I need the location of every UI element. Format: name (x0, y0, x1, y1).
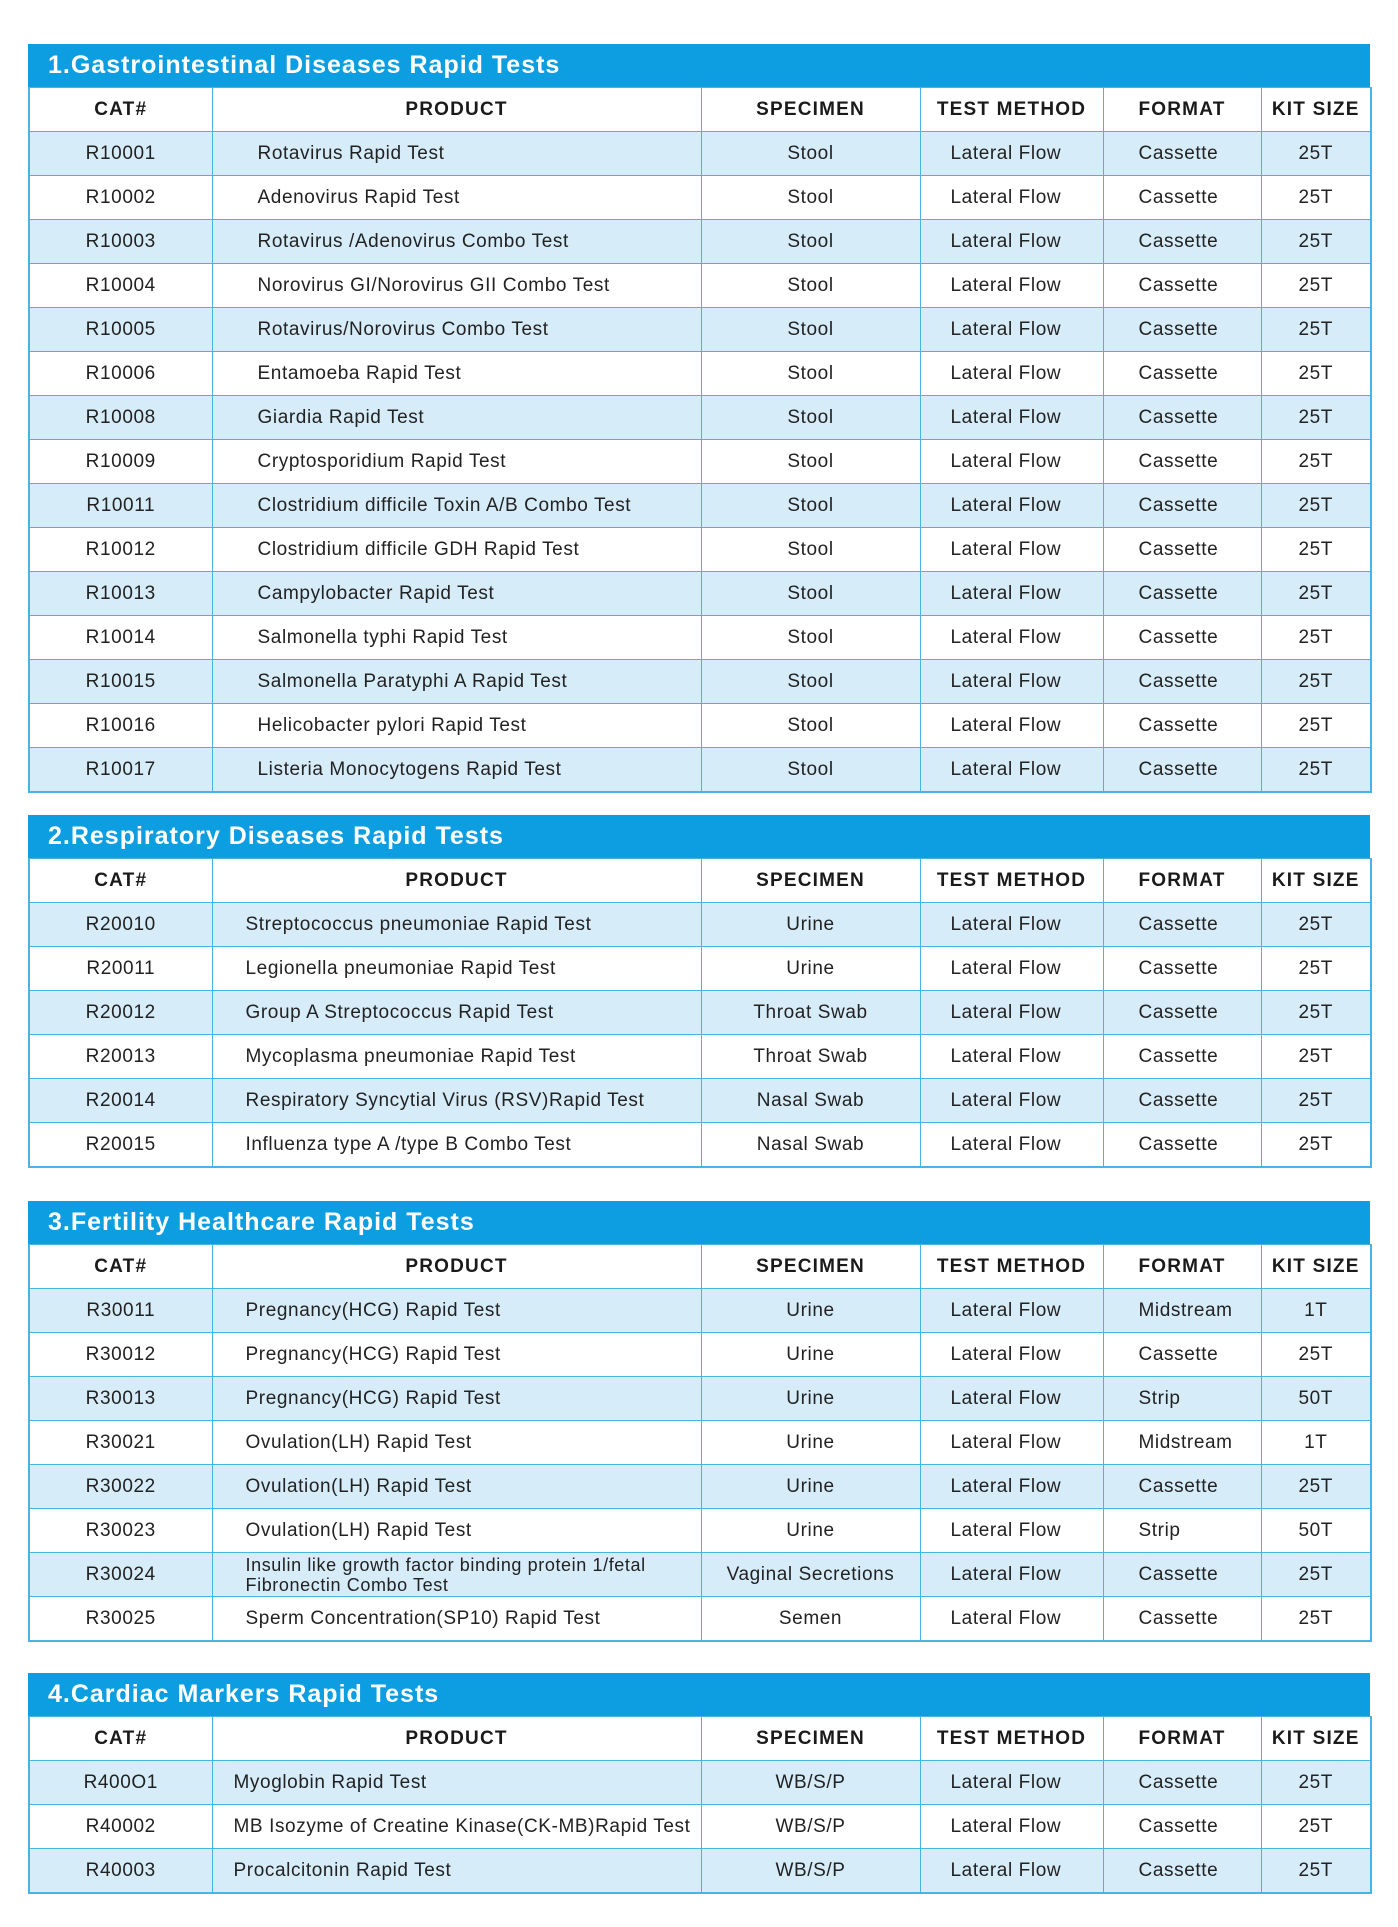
cell-method: Lateral Flow (920, 1465, 1103, 1509)
cell-kit: 50T (1261, 1377, 1371, 1421)
cell-product: Cryptosporidium Rapid Test (212, 440, 701, 484)
cell-method: Lateral Flow (920, 264, 1103, 308)
table-row (29, 528, 1371, 572)
cell-specimen: Stool (701, 176, 920, 220)
cell-method: Lateral Flow (920, 991, 1103, 1035)
cell-product: Respiratory Syncytial Virus (RSV)Rapid Test (212, 1079, 701, 1123)
cell-cat: R40002 (29, 1805, 212, 1849)
cell-method: Lateral Flow (920, 308, 1103, 352)
cell-product: Helicobacter pylori Rapid Test (212, 704, 701, 748)
cell-format: Cassette (1103, 1079, 1261, 1123)
cell-product: Legionella pneumoniae Rapid Test (212, 947, 701, 991)
cell-specimen: Urine (701, 947, 920, 991)
cell-method: Lateral Flow (920, 1333, 1103, 1377)
cell-cat: R20011 (29, 947, 212, 991)
table-row (29, 660, 1371, 704)
cell-specimen: Urine (701, 903, 920, 947)
cell-cat: R20010 (29, 903, 212, 947)
table-row (29, 1597, 1371, 1642)
header-row (29, 1245, 1371, 1289)
cell-format: Cassette (1103, 440, 1261, 484)
table-body (29, 1289, 1371, 1642)
cell-format: Cassette (1103, 748, 1261, 793)
cell-specimen: Nasal Swab (701, 1123, 920, 1168)
cell-product: Clostridium difficile GDH Rapid Test (212, 528, 701, 572)
header-test-method: TEST METHOD (920, 1717, 1103, 1761)
cell-format: Cassette (1103, 176, 1261, 220)
cell-method: Lateral Flow (920, 903, 1103, 947)
cell-method: Lateral Flow (920, 704, 1103, 748)
cell-specimen: Stool (701, 396, 920, 440)
header-format: FORMAT (1103, 1245, 1261, 1289)
cell-specimen: WB/S/P (701, 1849, 920, 1894)
cell-cat: R400O1 (29, 1761, 212, 1805)
header-row (29, 1717, 1371, 1761)
header-kit-size: KIT SIZE (1261, 1717, 1371, 1761)
cell-cat: R10001 (29, 132, 212, 176)
cell-product: Ovulation(LH) Rapid Test (212, 1421, 701, 1465)
cell-format: Cassette (1103, 396, 1261, 440)
cell-method: Lateral Flow (920, 1509, 1103, 1553)
table-row (29, 991, 1371, 1035)
cell-kit: 50T (1261, 1509, 1371, 1553)
table-row (29, 1465, 1371, 1509)
cell-product: Campylobacter Rapid Test (212, 572, 701, 616)
cell-kit: 25T (1261, 308, 1371, 352)
cell-specimen: Semen (701, 1597, 920, 1642)
table-row (29, 176, 1371, 220)
table-row (29, 1079, 1371, 1123)
header-format: FORMAT (1103, 88, 1261, 132)
cell-kit: 25T (1261, 440, 1371, 484)
cell-cat: R10013 (29, 572, 212, 616)
cell-format: Cassette (1103, 1761, 1261, 1805)
table-row (29, 1333, 1371, 1377)
section-gastrointestinal (28, 44, 1370, 793)
cell-specimen: Urine (701, 1509, 920, 1553)
cell-kit: 25T (1261, 1597, 1371, 1642)
cell-specimen: Stool (701, 308, 920, 352)
cell-method: Lateral Flow (920, 396, 1103, 440)
cell-product: Ovulation(LH) Rapid Test (212, 1465, 701, 1509)
cell-format: Cassette (1103, 1465, 1261, 1509)
cell-cat: R20014 (29, 1079, 212, 1123)
table-row (29, 1805, 1371, 1849)
cell-cat: R10006 (29, 352, 212, 396)
product-table (28, 1716, 1372, 1894)
cell-specimen: Stool (701, 484, 920, 528)
cell-method: Lateral Flow (920, 1849, 1103, 1894)
cell-kit: 1T (1261, 1289, 1371, 1333)
cell-product: Procalcitonin Rapid Test (212, 1849, 701, 1894)
cell-cat: R30021 (29, 1421, 212, 1465)
table-row (29, 947, 1371, 991)
cell-kit: 25T (1261, 220, 1371, 264)
cell-format: Cassette (1103, 132, 1261, 176)
cell-format: Midstream (1103, 1421, 1261, 1465)
cell-kit: 25T (1261, 352, 1371, 396)
cell-kit: 25T (1261, 396, 1371, 440)
cell-kit: 25T (1261, 484, 1371, 528)
cell-format: Cassette (1103, 308, 1261, 352)
cell-kit: 25T (1261, 991, 1371, 1035)
cell-method: Lateral Flow (920, 484, 1103, 528)
cell-cat: R30023 (29, 1509, 212, 1553)
cell-product: Pregnancy(HCG) Rapid Test (212, 1289, 701, 1333)
cell-cat: R10009 (29, 440, 212, 484)
cell-method: Lateral Flow (920, 352, 1103, 396)
table-row (29, 1849, 1371, 1894)
cell-product: Adenovirus Rapid Test (212, 176, 701, 220)
cell-specimen: Stool (701, 660, 920, 704)
header-product: PRODUCT (212, 1717, 701, 1761)
cell-kit: 25T (1261, 1761, 1371, 1805)
cell-product: Group A Streptococcus Rapid Test (212, 991, 701, 1035)
cell-product: Ovulation(LH) Rapid Test (212, 1509, 701, 1553)
cell-cat: R10017 (29, 748, 212, 793)
cell-specimen: Stool (701, 528, 920, 572)
cell-kit: 1T (1261, 1421, 1371, 1465)
cell-product: Insulin like growth factor binding protein 1/fetal Fibronectin Combo Test (212, 1553, 701, 1597)
cell-format: Cassette (1103, 1597, 1261, 1642)
cell-product: Pregnancy(HCG) Rapid Test (212, 1333, 701, 1377)
cell-kit: 25T (1261, 1035, 1371, 1079)
header-product: PRODUCT (212, 859, 701, 903)
cell-specimen: Stool (701, 616, 920, 660)
cell-method: Lateral Flow (920, 1377, 1103, 1421)
cell-cat: R10008 (29, 396, 212, 440)
cell-cat: R10005 (29, 308, 212, 352)
cell-cat: R10016 (29, 704, 212, 748)
cell-cat: R10002 (29, 176, 212, 220)
cell-kit: 25T (1261, 132, 1371, 176)
cell-format: Cassette (1103, 660, 1261, 704)
cell-method: Lateral Flow (920, 528, 1103, 572)
cell-method: Lateral Flow (920, 1079, 1103, 1123)
table-row (29, 1123, 1371, 1168)
section-title: 3.Fertility Healthcare Rapid Tests (28, 1201, 1370, 1244)
table-row (29, 1289, 1371, 1333)
table-row (29, 1761, 1371, 1805)
cell-method: Lateral Flow (920, 616, 1103, 660)
cell-format: Cassette (1103, 1805, 1261, 1849)
header-cat: CAT# (29, 859, 212, 903)
cell-kit: 25T (1261, 748, 1371, 793)
product-table (28, 1244, 1372, 1642)
table-body (29, 903, 1371, 1168)
header-test-method: TEST METHOD (920, 859, 1103, 903)
table-row (29, 396, 1371, 440)
cell-format: Cassette (1103, 264, 1261, 308)
section-title: 4.Cardiac Markers Rapid Tests (28, 1673, 1370, 1716)
cell-specimen: Urine (701, 1333, 920, 1377)
cell-product: Streptococcus pneumoniae Rapid Test (212, 903, 701, 947)
header-row (29, 88, 1371, 132)
cell-cat: R10011 (29, 484, 212, 528)
cell-specimen: Stool (701, 132, 920, 176)
header-cat: CAT# (29, 1717, 212, 1761)
cell-product: Clostridium difficile Toxin A/B Combo Test (212, 484, 701, 528)
cell-product: Salmonella Paratyphi A Rapid Test (212, 660, 701, 704)
header-kit-size: KIT SIZE (1261, 1245, 1371, 1289)
table-row (29, 220, 1371, 264)
cell-specimen: Throat Swab (701, 991, 920, 1035)
cell-kit: 25T (1261, 1805, 1371, 1849)
cell-format: Cassette (1103, 484, 1261, 528)
cell-format: Cassette (1103, 903, 1261, 947)
cell-kit: 25T (1261, 264, 1371, 308)
cell-method: Lateral Flow (920, 440, 1103, 484)
table-row (29, 1377, 1371, 1421)
cell-kit: 25T (1261, 1123, 1371, 1168)
header-specimen: SPECIMEN (701, 1245, 920, 1289)
header-row (29, 859, 1371, 903)
cell-format: Cassette (1103, 1123, 1261, 1168)
cell-kit: 25T (1261, 660, 1371, 704)
table-row (29, 352, 1371, 396)
cell-product: Rotavirus /Adenovirus Combo Test (212, 220, 701, 264)
cell-format: Strip (1103, 1509, 1261, 1553)
cell-format: Cassette (1103, 947, 1261, 991)
header-test-method: TEST METHOD (920, 1245, 1103, 1289)
cell-method: Lateral Flow (920, 1123, 1103, 1168)
cell-kit: 25T (1261, 1553, 1371, 1597)
cell-cat: R30013 (29, 1377, 212, 1421)
cell-cat: R10004 (29, 264, 212, 308)
cell-product: Influenza type A /type B Combo Test (212, 1123, 701, 1168)
cell-specimen: Urine (701, 1421, 920, 1465)
section-fertility (28, 1201, 1370, 1642)
cell-product: Sperm Concentration(SP10) Rapid Test (212, 1597, 701, 1642)
cell-specimen: Urine (701, 1289, 920, 1333)
cell-method: Lateral Flow (920, 660, 1103, 704)
cell-product: Rotavirus Rapid Test (212, 132, 701, 176)
header-test-method: TEST METHOD (920, 88, 1103, 132)
table-body (29, 1761, 1371, 1894)
cell-product: Norovirus GI/Norovirus GII Combo Test (212, 264, 701, 308)
cell-cat: R20012 (29, 991, 212, 1035)
cell-specimen: WB/S/P (701, 1761, 920, 1805)
header-format: FORMAT (1103, 859, 1261, 903)
product-table (28, 87, 1372, 793)
cell-method: Lateral Flow (920, 1553, 1103, 1597)
cell-specimen: Stool (701, 352, 920, 396)
table-row (29, 704, 1371, 748)
cell-product: Entamoeba Rapid Test (212, 352, 701, 396)
cell-method: Lateral Flow (920, 176, 1103, 220)
cell-format: Cassette (1103, 704, 1261, 748)
table-row (29, 484, 1371, 528)
cell-specimen: Urine (701, 1377, 920, 1421)
cell-format: Cassette (1103, 352, 1261, 396)
table-row (29, 616, 1371, 660)
cell-format: Cassette (1103, 616, 1261, 660)
header-specimen: SPECIMEN (701, 859, 920, 903)
cell-method: Lateral Flow (920, 1421, 1103, 1465)
cell-method: Lateral Flow (920, 220, 1103, 264)
section-respiratory (28, 815, 1370, 1168)
cell-method: Lateral Flow (920, 1597, 1103, 1642)
table-body (29, 132, 1371, 793)
header-specimen: SPECIMEN (701, 1717, 920, 1761)
cell-format: Cassette (1103, 1333, 1261, 1377)
cell-kit: 25T (1261, 1849, 1371, 1894)
cell-specimen: Vaginal Secretions (701, 1553, 920, 1597)
header-kit-size: KIT SIZE (1261, 88, 1371, 132)
table-row (29, 132, 1371, 176)
cell-cat: R20015 (29, 1123, 212, 1168)
cell-kit: 25T (1261, 616, 1371, 660)
cell-product: Mycoplasma pneumoniae Rapid Test (212, 1035, 701, 1079)
cell-kit: 25T (1261, 947, 1371, 991)
cell-format: Midstream (1103, 1289, 1261, 1333)
header-specimen: SPECIMEN (701, 88, 920, 132)
header-cat: CAT# (29, 88, 212, 132)
table-row (29, 748, 1371, 793)
cell-specimen: Stool (701, 704, 920, 748)
table-row (29, 440, 1371, 484)
cell-kit: 25T (1261, 1079, 1371, 1123)
header-cat: CAT# (29, 1245, 212, 1289)
cell-format: Cassette (1103, 528, 1261, 572)
cell-kit: 25T (1261, 1333, 1371, 1377)
cell-product: Salmonella typhi Rapid Test (212, 616, 701, 660)
cell-method: Lateral Flow (920, 1761, 1103, 1805)
cell-specimen: Throat Swab (701, 1035, 920, 1079)
cell-kit: 25T (1261, 572, 1371, 616)
cell-kit: 25T (1261, 903, 1371, 947)
cell-format: Cassette (1103, 220, 1261, 264)
cell-product: Myoglobin Rapid Test (212, 1761, 701, 1805)
cell-cat: R30012 (29, 1333, 212, 1377)
cell-method: Lateral Flow (920, 1289, 1103, 1333)
cell-specimen: Stool (701, 572, 920, 616)
cell-method: Lateral Flow (920, 1805, 1103, 1849)
cell-kit: 25T (1261, 176, 1371, 220)
cell-specimen: Nasal Swab (701, 1079, 920, 1123)
product-table (28, 858, 1372, 1168)
cell-format: Cassette (1103, 1553, 1261, 1597)
cell-product: Pregnancy(HCG) Rapid Test (212, 1377, 701, 1421)
cell-cat: R10015 (29, 660, 212, 704)
cell-format: Cassette (1103, 1035, 1261, 1079)
table-row (29, 1421, 1371, 1465)
cell-format: Cassette (1103, 572, 1261, 616)
cell-method: Lateral Flow (920, 947, 1103, 991)
cell-cat: R30024 (29, 1553, 212, 1597)
cell-cat: R30011 (29, 1289, 212, 1333)
table-row (29, 1509, 1371, 1553)
cell-cat: R20013 (29, 1035, 212, 1079)
cell-specimen: Stool (701, 748, 920, 793)
cell-specimen: Stool (701, 440, 920, 484)
cell-format: Cassette (1103, 1849, 1261, 1894)
cell-format: Cassette (1103, 991, 1261, 1035)
cell-specimen: Urine (701, 1465, 920, 1509)
table-row (29, 264, 1371, 308)
cell-product: Giardia Rapid Test (212, 396, 701, 440)
table-row (29, 1035, 1371, 1079)
cell-specimen: Stool (701, 220, 920, 264)
cell-format: Strip (1103, 1377, 1261, 1421)
table-row (29, 1553, 1371, 1597)
cell-method: Lateral Flow (920, 1035, 1103, 1079)
cell-product: Rotavirus/Norovirus Combo Test (212, 308, 701, 352)
section-cardiac (28, 1673, 1370, 1894)
section-title: 2.Respiratory Diseases Rapid Tests (28, 815, 1370, 858)
cell-cat: R30022 (29, 1465, 212, 1509)
table-row (29, 572, 1371, 616)
table-row (29, 308, 1371, 352)
cell-cat: R10003 (29, 220, 212, 264)
header-product: PRODUCT (212, 88, 701, 132)
cell-product: Listeria Monocytogens Rapid Test (212, 748, 701, 793)
cell-cat: R10014 (29, 616, 212, 660)
header-format: FORMAT (1103, 1717, 1261, 1761)
table-row (29, 903, 1371, 947)
cell-method: Lateral Flow (920, 132, 1103, 176)
cell-kit: 25T (1261, 704, 1371, 748)
cell-cat: R30025 (29, 1597, 212, 1642)
cell-method: Lateral Flow (920, 748, 1103, 793)
cell-kit: 25T (1261, 528, 1371, 572)
cell-specimen: WB/S/P (701, 1805, 920, 1849)
cell-cat: R40003 (29, 1849, 212, 1894)
cell-cat: R10012 (29, 528, 212, 572)
header-kit-size: KIT SIZE (1261, 859, 1371, 903)
section-title: 1.Gastrointestinal Diseases Rapid Tests (28, 44, 1370, 87)
header-product: PRODUCT (212, 1245, 701, 1289)
cell-product: MB Isozyme of Creatine Kinase(CK-MB)Rapid Test (212, 1805, 701, 1849)
cell-kit: 25T (1261, 1465, 1371, 1509)
cell-method: Lateral Flow (920, 572, 1103, 616)
cell-specimen: Stool (701, 264, 920, 308)
